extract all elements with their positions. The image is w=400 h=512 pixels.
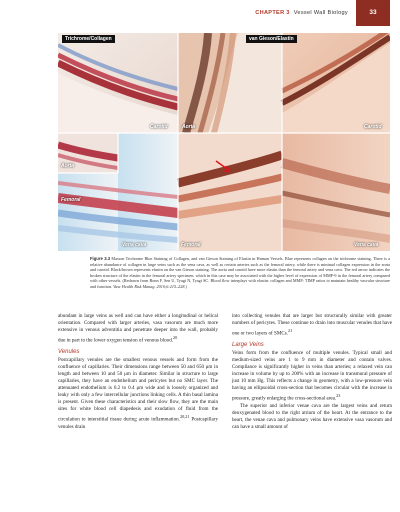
body-column-right [232,313,392,431]
column-head-vangieson: van Gieson/Elastin [246,35,297,43]
paragraph: Veins form from the confluence of multiple venules. Typical small and medium-sized veins are 1 to 9 mm in diameter and contain valves. Compliance is significantly higher in veins than arteries; a relaxed vein can increase in volume by up to 200% with an increase in transmural pressure of just 10 mm Hg. This reflects a change in geometry, with a low-pressure vein having an ellipsoidal cross-section that becomes circular with the increase in pressure, greatly enlarging the cross-sectional area.$^{23}$ [232,349,392,402]
panel-carotid-vangieson [282,33,390,133]
caption-text: Masson Trichrome Blue Staining of Collagen, and van Gieson Staining of Elastin in Human Vessels. Blue represents collagen on the trichrome staining. There is a relative abundance of collagen in large veins such as the vena cava, as well as certain arteries such as the femoral artery, while there is minimal collagen expression in the aorta and carotid. Black/brown represents elastin on the van Gieson staining. The aorta and carotid have more elastin than the femoral artery and vena cava. The red arrow indicates the broken structure of the elastin in the femoral artery specimen, which in this case may be associated with the higher level of expression of MMP-9 in the femoral artery compared with other vessels. (Redrawn from Bonn F, Sen U, Tyagi N, Tyagi SC. Blood flow interplays with elastin: collagen and MMP: TIMP ratios to maintain healthy vascular structure and function. [90,256,390,289]
panel-femoral-vangieson [178,133,282,251]
chapter-number: CHAPTER 3 [255,10,290,16]
running-header [0,0,400,30]
label-aorta-right: Aorta [182,124,196,130]
label-venacava-left: Vena cava [122,242,147,248]
histology-figure [58,33,390,251]
paragraph: into collecting venules that are larger but structurally similar with greater numbers of pericytes. These continue to drain into muscular venules that have one or two layers of SMCs.$^{21}$ [232,313,392,337]
figure-label: Figure 3.3 [90,256,111,261]
figure-caption [90,256,390,290]
chapter-title: Vessel Wall Biology [293,10,348,16]
column-head-trichrome: Trichrome/Collagen [62,35,115,43]
label-aorta-left: Aorta [61,163,75,169]
label-femoral-right: Femoral [181,242,201,248]
body-column-left [58,313,218,431]
label-venacava-right: Vena cava [354,242,379,248]
histology-micrographs [58,33,390,251]
reference: 21 [288,328,293,334]
panel-venacava-vangieson [282,133,390,251]
chapter-label [255,10,348,16]
label-femoral-left: Femoral [61,197,81,203]
caption-citation: Vasc Health Risk Manag. 2010;6:215–228.) [113,283,187,289]
panel-aorta-vangieson [178,33,282,133]
reference: 23 [336,393,341,399]
reference: 20,21 [179,414,190,420]
label-carotid-right: Carotid [364,124,382,130]
label-carotid-left: Carotid [150,124,168,130]
panel-carotid-trichrome [58,33,178,133]
page-number: 33 [356,0,390,26]
paragraph: Postcapillary venules are the smallest venous vessels and form from the confluence of capillaries. Their dimensions range between 50 and 650 μm in length and between 10 and 50 μm in diameter. Similar in structure to large capillaries, they have an endothelium and pericytes but no SMC layer. The attenuated endothelium is 0.2 to 0.4 μm wide and is loosely organized and leaky with only a few intercellular junctions linking cells. A thin basal lamina is present. Given these characteristics and their slow flow, they are the main sites for white blood cell diapedesis and exudation of fluid from the circulation to interstitial tissue during acute inflammation.$^{20,21}$ Postcapillary venules drain [58,356,218,430]
reference: 20 [173,335,178,341]
section-heading-large-veins: Large Veins [232,341,264,348]
paragraph: abundant in large veins as well and can have either a longitudinal or helical orientation. Compared with larger arteries, vasa vasorum are much more extensive in venous adventitia and penetrate deeper into the wall, probably due in part to the lower oxygen tension of venous blood.$^{20}$ [58,313,218,344]
paragraph: The superior and inferior venae cava are the largest veins and return deoxygenated blood to the right atrium of the heart. At the entrance to the heart, the venae cava and pulmonary veins have extensive vasa vasorum and can have a small amount of [232,402,392,430]
section-heading-venules: Venules [58,348,80,355]
